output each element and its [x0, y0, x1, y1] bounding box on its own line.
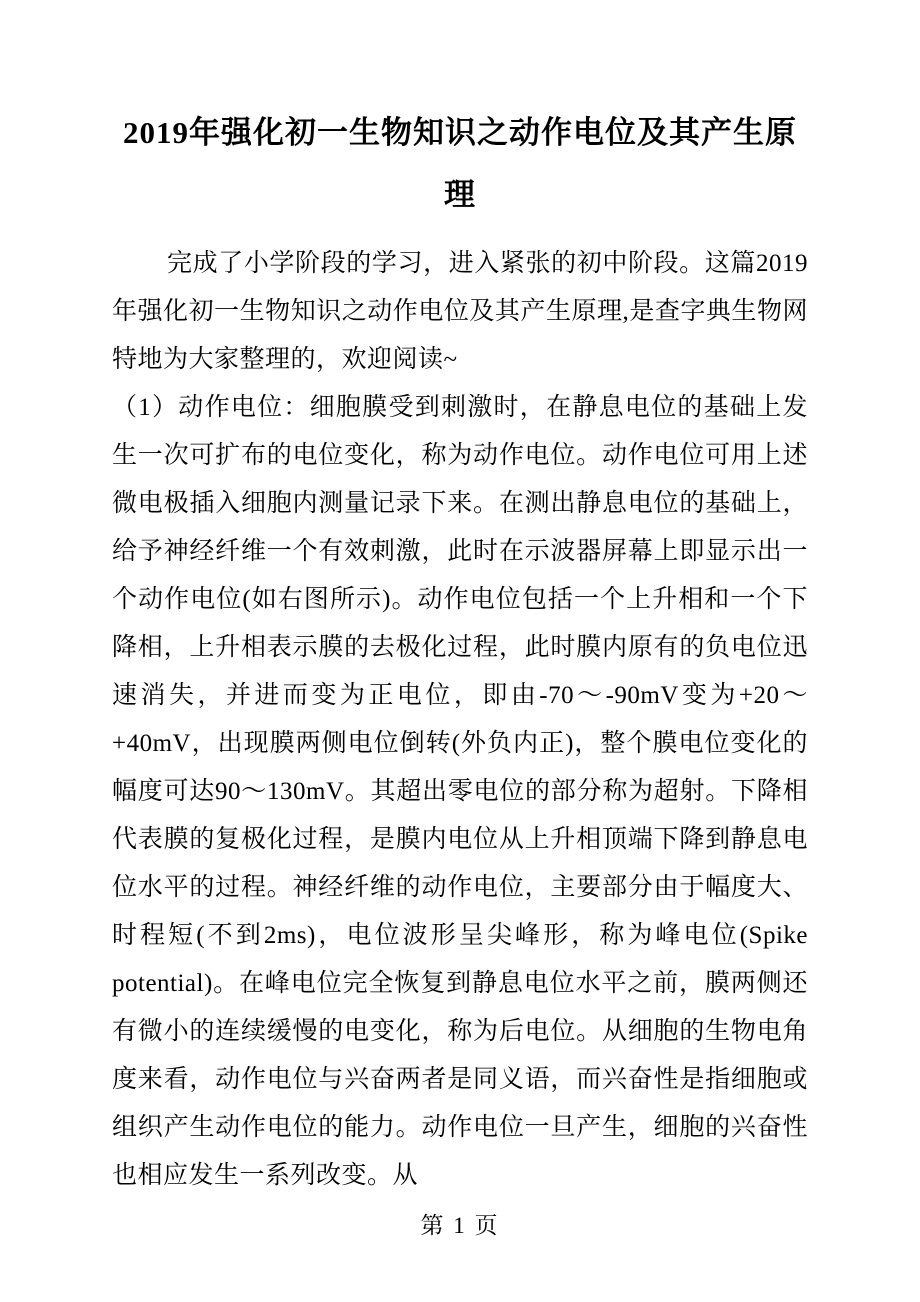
paragraph-intro: 完成了小学阶段的学习，进入紧张的初中阶段。这篇2019年强化初一生物知识之动作电位及其产生原理,是查字典生物网特地为大家整理的，欢迎阅读~ [112, 250, 808, 373]
paragraph-action-potential: （1）动作电位：细胞膜受到刺激时，在静息电位的基础上发生一次可扩布的电位变化，称为动作电位。动作电位可用上述微电极插入细胞内测量记录下来。在测出静息电位的基础上，给予神经纤维一个有效刺激，此时在示波器屏幕上即显示出一个动作电位(如右图所示)。动作电位包括一个上升相和一个下降相，上升相表示膜的去极化过程，此时膜内原有的负电位迅速消失，并进而变为正电位，即由-70～-90mV变为+20～+40mV，出现膜两侧电位倒转(外负内正)，整个膜电位变化的幅度可达90～130mV。其超出零电位的部分称为超射。下降相代表膜的复极化过程，是膜内电位从上升相顶端下降到静息电位水平的过程。神经纤维的动作电位，主要部分由于幅度大、时程短(不到2ms)，电位波形呈尖峰形，称为峰电位(Spike potential)。在峰电位完全恢复到静息电位水平之前，膜两侧还有微小的连续缓慢的电变化，称为后电位。从细胞的生物电角度来看，动作电位与兴奋两者是同义语，而兴奋性是指细胞或组织产生动作电位的能力。动作电位一旦产生，细胞的兴奋性也相应发生一系列改变。从 [112, 394, 808, 1189]
document-body [112, 240, 808, 1200]
document-title: 2019年强化初一生物知识之动作电位及其产生原理 [123, 115, 797, 212]
page-number: 第 1 页 [420, 1213, 500, 1238]
